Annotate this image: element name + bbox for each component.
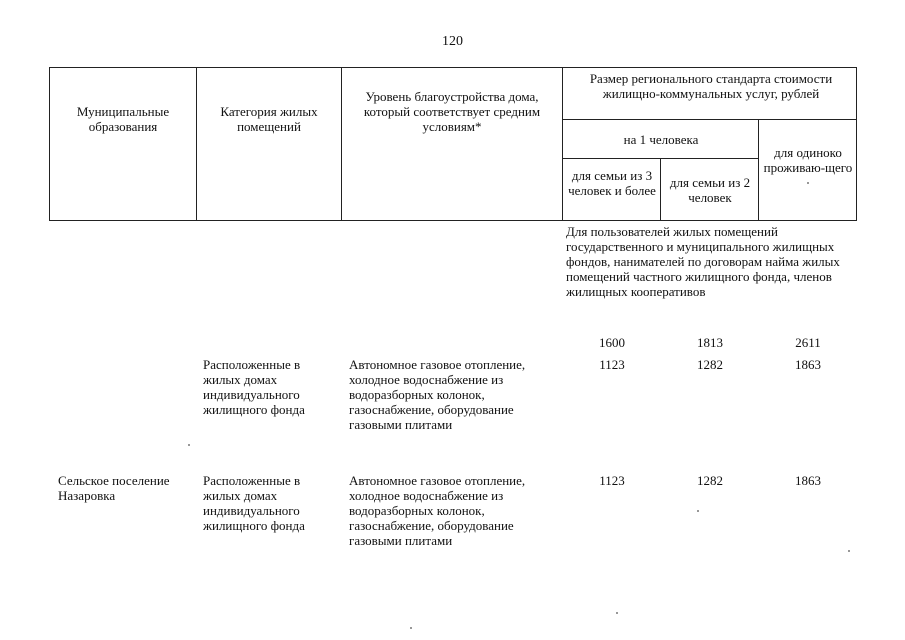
value-family2: 1282 — [697, 357, 723, 372]
value-family3: 1123 — [599, 357, 625, 372]
category-cell: Расположенные в жилых домах индивидуального жилищного фонда — [203, 473, 305, 533]
value-single: 1863 — [795, 473, 821, 488]
header-left-border — [49, 67, 50, 220]
header-col-divider-2 — [341, 67, 342, 220]
scan-speck — [410, 627, 412, 629]
header-top-border — [49, 67, 857, 68]
header-per-person: на 1 человека — [623, 132, 699, 147]
value-family2: 1282 — [697, 473, 723, 488]
value-family3: 1123 — [599, 473, 625, 488]
municipality-cell: Сельское поселение Назаровка — [58, 473, 170, 503]
header-family3: для семьи из 3 человек и более — [568, 168, 656, 198]
header-standard: Размер регионального стандарта стоимости жилищно-коммунальных услуг, рублей — [589, 71, 833, 101]
header-col-divider-3 — [562, 67, 563, 220]
scan-speck — [616, 612, 618, 614]
header-right-border — [856, 67, 857, 220]
value-family2: 1813 — [697, 335, 723, 350]
header-bottom-border — [49, 220, 857, 221]
value-single: 1863 — [795, 357, 821, 372]
header-family2: для семьи из 2 человек — [669, 175, 751, 205]
header-col-divider-1 — [196, 67, 197, 220]
header-single: для одиноко проживаю-щего — [763, 145, 853, 175]
level-cell: Автономное газовое отопление, холодное водоснабжение из водоразборных колонок, газоснабжение, оборудование газовыми плитами — [349, 357, 526, 432]
scan-speck — [188, 444, 190, 446]
page-number: 120 — [442, 34, 463, 49]
header-category: Категория жилых помещений — [220, 104, 318, 134]
header-municipality: Муниципальные образования — [76, 104, 170, 134]
header-col-divider-5 — [758, 119, 759, 220]
level-cell: Автономное газовое отопление, холодное водоснабжение из водоразборных колонок, газоснабжение, оборудование газовыми плитами — [349, 473, 526, 548]
value-family3: 1600 — [599, 335, 625, 350]
scan-speck — [848, 550, 850, 552]
header-standard-divider — [562, 119, 857, 120]
category-cell: Расположенные в жилых домах индивидуального жилищного фонда — [203, 357, 305, 417]
section-note: Для пользователей жилых помещений государственного и муниципального жилищных фондов, нанимателей по договорам найма жилых помещений частного жилищного фонда, членов жилищных кооперативов — [566, 224, 840, 299]
header-col-divider-4 — [660, 158, 661, 220]
scan-speck — [807, 182, 809, 184]
scan-speck — [697, 510, 699, 512]
value-single: 2611 — [795, 335, 821, 350]
header-level: Уровень благоустройства дома, который соответствует средним условиям* — [363, 89, 541, 134]
